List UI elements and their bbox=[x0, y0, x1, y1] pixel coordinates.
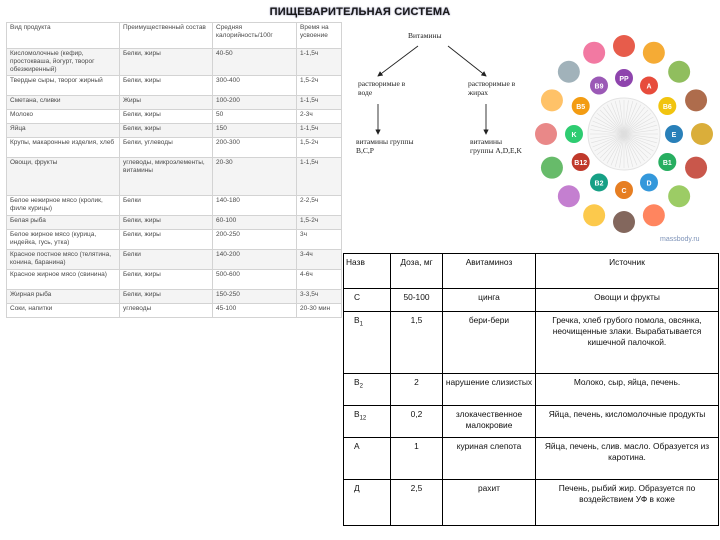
food-icon bbox=[643, 42, 665, 64]
diagram-right-branch-label: растворимые в жирах bbox=[468, 79, 516, 97]
table-cell: 1,5-2ч bbox=[297, 216, 342, 230]
diagram-left-branch-label: растворимые в воде bbox=[358, 79, 406, 97]
table-cell: 100-200 bbox=[213, 96, 297, 110]
vitamin-badge-label: D bbox=[646, 180, 652, 188]
table-cell: Жиры bbox=[120, 96, 213, 110]
table-cell: Сметана, сливки bbox=[7, 96, 120, 110]
table-cell: 140-200 bbox=[213, 250, 297, 270]
table-header-row bbox=[7, 23, 342, 49]
table-cell: Белое жирное мясо (курица, индейка, гусь, утка) bbox=[7, 230, 120, 250]
table-cell: 45-100 bbox=[213, 304, 297, 318]
table-cell: 3ч bbox=[297, 230, 342, 250]
vitamin-disease-cell: цинга bbox=[443, 289, 536, 312]
table-row bbox=[7, 290, 342, 304]
table-cell: 1-1,5ч bbox=[297, 49, 342, 76]
vitamin-header-cell: Авитаминоз bbox=[443, 254, 536, 289]
table-row bbox=[7, 270, 342, 290]
table-cell: 40-50 bbox=[213, 49, 297, 76]
table-cell: Белое нежирное мясо (кролик, филе курицы) bbox=[7, 196, 120, 216]
table-header-cell: Преимущественный состав bbox=[120, 23, 213, 49]
table-cell: 1,5-2ч bbox=[297, 138, 342, 158]
page-title: ПИЩЕВАРИТЕЛЬНАЯ СИСТЕМА bbox=[269, 6, 451, 18]
vitamin-row bbox=[344, 479, 719, 525]
vitamin-source-cell: Овощи и фрукты bbox=[536, 289, 719, 312]
vitamin-row bbox=[344, 311, 719, 373]
vitamin-row bbox=[344, 289, 719, 312]
table-cell: Кисломолочные (кефир, простокваша, йогурт, творог обезжиренный) bbox=[7, 49, 120, 76]
table-cell: Белки, жиры bbox=[120, 110, 213, 124]
vitamin-badge-label: B2 bbox=[594, 180, 604, 188]
arrow-root-left bbox=[378, 46, 418, 76]
vitamin-badge-label: PP bbox=[619, 76, 629, 83]
vitamin-name-cell bbox=[344, 289, 391, 312]
table-cell: 1,5-2ч bbox=[297, 76, 342, 96]
table-cell: Красное постное мясо (телятина, конина, баранина) bbox=[7, 250, 120, 270]
table-cell: Белки, жиры bbox=[120, 290, 213, 304]
vitamin-dose-cell: 50-100 bbox=[391, 289, 443, 312]
vitamin-disease-cell: злокачественное малокровие bbox=[443, 405, 536, 437]
table-cell: 50 bbox=[213, 110, 297, 124]
table-cell: Белки, жиры bbox=[120, 49, 213, 76]
table-header-cell: Средняя калорийность/100г bbox=[213, 23, 297, 49]
food-icon bbox=[613, 35, 635, 57]
table-row bbox=[7, 138, 342, 158]
vitamin-name-cell bbox=[344, 405, 391, 437]
table-cell: Крупы, макаронные изделия, хлеб bbox=[7, 138, 120, 158]
table-cell: 60-100 bbox=[213, 216, 297, 230]
table-cell: 140-180 bbox=[213, 196, 297, 216]
table-cell: Жирная рыба bbox=[7, 290, 120, 304]
vitamin-name-cell bbox=[344, 479, 391, 525]
table-cell: Овощи, фрукты bbox=[7, 158, 120, 196]
table-cell: 1-1,5ч bbox=[297, 96, 342, 110]
vitamin-row bbox=[344, 373, 719, 405]
vitamin-source-cell: Молоко, сыр, яйца, печень. bbox=[536, 373, 719, 405]
table-cell: 3-3,5ч bbox=[297, 290, 342, 304]
table-cell: Белки, жиры bbox=[120, 230, 213, 250]
food-icon bbox=[691, 123, 713, 145]
table-cell: Белки bbox=[120, 196, 213, 216]
table-cell: 20-30 bbox=[213, 158, 297, 196]
table-cell: Яйца bbox=[7, 124, 120, 138]
diagram-arrows bbox=[350, 24, 530, 194]
table-row bbox=[7, 250, 342, 270]
food-icon bbox=[583, 204, 605, 226]
table-cell: Белки, жиры bbox=[120, 270, 213, 290]
table-cell: 300-400 bbox=[213, 76, 297, 96]
table-cell: Белки, углеводы bbox=[120, 138, 213, 158]
food-icon bbox=[558, 185, 580, 207]
food-icon bbox=[668, 61, 690, 83]
table-row bbox=[7, 216, 342, 230]
food-icon bbox=[613, 211, 635, 233]
vitamin-row bbox=[344, 437, 719, 479]
vitamin-name: С bbox=[354, 292, 361, 302]
vitamin-disease-cell: нарушение слизистых bbox=[443, 373, 536, 405]
vitamin-dose-cell: 0,2 bbox=[391, 405, 443, 437]
table-cell: 2-2,5ч bbox=[297, 196, 342, 216]
table-row bbox=[7, 76, 342, 96]
table-cell: 3-4ч bbox=[297, 250, 342, 270]
table-cell: углеводы, микроэлементы, витамины bbox=[120, 158, 213, 196]
vitamin-badge-label: B12 bbox=[574, 160, 588, 167]
vitamin-badge-label: B9 bbox=[594, 83, 604, 91]
vitamin-table bbox=[343, 253, 719, 526]
table-row bbox=[7, 230, 342, 250]
table-header-cell: Время на усвоение bbox=[297, 23, 342, 49]
vitamin-name: А bbox=[354, 440, 360, 451]
table-cell: 150-250 bbox=[213, 290, 297, 304]
vitamin-subscript: 1 bbox=[359, 321, 363, 328]
vitamin-header-cell: Назв bbox=[344, 254, 391, 289]
vitamin-row bbox=[344, 405, 719, 437]
vitamin-subscript: 12 bbox=[359, 415, 367, 422]
vitamin-badge-label: A bbox=[646, 83, 652, 91]
table-cell: Белая рыба bbox=[7, 216, 120, 230]
food-icon bbox=[541, 157, 563, 179]
vitamin-name-cell bbox=[344, 311, 391, 373]
table-row bbox=[7, 96, 342, 110]
table-cell: 2-3ч bbox=[297, 110, 342, 124]
table-cell: Белки bbox=[120, 250, 213, 270]
vitamin-name: В bbox=[354, 314, 360, 325]
vitamin-badge-label: E bbox=[671, 132, 677, 139]
vitamin-badge-label: B1 bbox=[662, 160, 672, 167]
table-cell: 200-300 bbox=[213, 138, 297, 158]
table-cell: 200-250 bbox=[213, 230, 297, 250]
vitamin-source-cell: Печень, рыбий жир. Образуется по воздействием УФ в коже bbox=[536, 479, 719, 525]
diagram-right-leaf-label: витамины группы A,D,E,K bbox=[470, 137, 522, 155]
table-cell: 1-1,5ч bbox=[297, 124, 342, 138]
table-cell: 4-6ч bbox=[297, 270, 342, 290]
table-row bbox=[7, 124, 342, 138]
table-cell: 20-30 мин bbox=[297, 304, 342, 318]
food-icon bbox=[685, 89, 707, 111]
vitamin-wheel-svg bbox=[528, 22, 720, 254]
table-header-cell: Вид продукта bbox=[7, 23, 120, 49]
vitamin-source-cell: Яйца, печень, слив. масло. Образуется из каротина. bbox=[536, 437, 719, 479]
vitamin-disease-cell: рахит bbox=[443, 479, 536, 525]
watermark: massbody.ru bbox=[660, 236, 700, 243]
vitamin-header-cell: Доза, мг bbox=[391, 254, 443, 289]
food-icon bbox=[643, 204, 665, 226]
food-icon bbox=[685, 157, 707, 179]
food-icon bbox=[541, 89, 563, 111]
table-row bbox=[7, 49, 342, 76]
diagram-left-leaf-label: витамины группы В,С,Р bbox=[356, 137, 414, 155]
vitamin-disease-cell: куриная слепота bbox=[443, 437, 536, 479]
table-row bbox=[7, 158, 342, 196]
table-row bbox=[7, 110, 342, 124]
vitamin-disease-cell: бери-бери bbox=[443, 311, 536, 373]
vitamin-source-cell: Яйца, печень, кисломолочные продукты bbox=[536, 405, 719, 437]
vitamin-name: Д bbox=[354, 482, 360, 493]
food-icon bbox=[668, 185, 690, 207]
vitamin-classification-diagram bbox=[350, 24, 530, 194]
table-cell: 500-600 bbox=[213, 270, 297, 290]
vitamin-badge-label: K bbox=[571, 132, 577, 139]
table-row bbox=[7, 196, 342, 216]
table-cell: Белки, жиры bbox=[120, 76, 213, 96]
arrow-root-right bbox=[448, 46, 486, 76]
table-cell: 1-1,5ч bbox=[297, 158, 342, 196]
table-cell: Белки, жиры bbox=[120, 216, 213, 230]
table-cell: Молоко bbox=[7, 110, 120, 124]
vitamin-header-row bbox=[344, 254, 719, 289]
vitamin-name-cell bbox=[344, 373, 391, 405]
vitamin-name: В bbox=[354, 408, 360, 419]
vitamin-dose-cell: 2 bbox=[391, 373, 443, 405]
vitamin-source-cell: Гречка, хлеб грубого помола, овсянка, неочищенные злаки. Вырабатывается кишечной палочкой. bbox=[536, 311, 719, 373]
table-row bbox=[7, 304, 342, 318]
vitamin-dose-cell: 2,5 bbox=[391, 479, 443, 525]
food-digestion-table bbox=[6, 22, 342, 318]
vitamin-wheel-image bbox=[528, 22, 720, 254]
vitamin-badge-label: B5 bbox=[576, 104, 586, 111]
food-icon bbox=[583, 42, 605, 64]
vitamin-badge-label: C bbox=[621, 188, 627, 195]
table-cell: Белки, жиры bbox=[120, 124, 213, 138]
vitamin-dose-cell: 1 bbox=[391, 437, 443, 479]
vitamin-badge-label: B6 bbox=[662, 104, 672, 111]
diagram-root-label: Витамины bbox=[408, 31, 442, 40]
vitamin-subscript: 2 bbox=[359, 383, 363, 390]
table-cell: 150 bbox=[213, 124, 297, 138]
food-icon bbox=[535, 123, 557, 145]
vitamin-header-cell: Источник bbox=[536, 254, 719, 289]
table-cell: углеводы bbox=[120, 304, 213, 318]
food-icon bbox=[558, 61, 580, 83]
table-cell: Красное жирное мясо (свинина) bbox=[7, 270, 120, 290]
vitamin-dose-cell: 1,5 bbox=[391, 311, 443, 373]
vitamin-name-cell bbox=[344, 437, 391, 479]
table-cell: Соки, напитки bbox=[7, 304, 120, 318]
table-cell: Твердые сыры, творог жирный bbox=[7, 76, 120, 96]
vitamin-name: В bbox=[354, 376, 360, 387]
